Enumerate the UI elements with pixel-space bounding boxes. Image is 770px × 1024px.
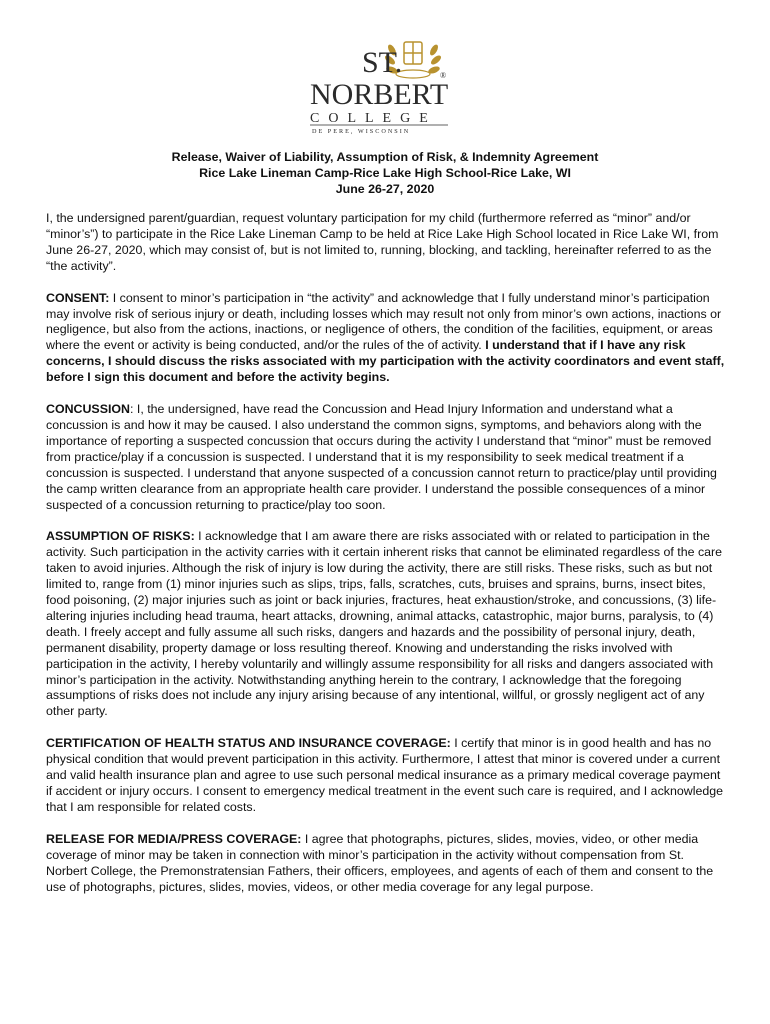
- logo-st-text: ST.: [362, 46, 403, 79]
- document-subtitle: Rice Lake Lineman Camp-Rice Lake High School-Rice Lake, WI: [199, 166, 571, 180]
- registered-mark-text: ®: [440, 71, 447, 80]
- certification-text: I certify that minor is in good health and has no physical condition that would prevent participation in this activity. Furthermore, I attest that minor is covered under a current and valid health insurance plan and agree to use such personal medical insurance as a primary medical coverage payment if accident or injury occurs. I consent to emergency medical treatment in the event such care is required, and I acknowledge that I am responsible for related costs.: [46, 736, 724, 814]
- consent-label: CONSENT:: [46, 290, 110, 305]
- assumption-label: ASSUMPTION OF RISKS:: [46, 529, 195, 544]
- college-logo-graphic: [300, 36, 460, 136]
- document-body: [46, 211, 728, 911]
- assumption-text: I acknowledge that I am aware there are risks associated with or related to participation in the activity. Such participation in the activity carries with it certain inherent risks that cannot be eliminated regardless of the care taken to avoid injuries. Although the risk of injury is low during the activity, there are still risks. These risks, such as but not limited to, range from (1) minor injuries such as slips, trips, falls, scratches, cuts, bruises and sprains, burns, insect bites, food poisoning, (2) major injuries such as joint or back injuries, fractures, heat exhaustion/stroke, and concussions, (3) life-altering injuries including head trauma, heart attacks, drowning, animal attacks, catastrophic, major burns, paralysis, to (4) death. I freely accept and fully assume all such risks, dangers and hazards and the possibility of personal injury, death, permanent disability, property damage or loss resulting thereof. Knowing and understanding the risks involved with participation in the activity, I hereby voluntarily and willingly assume responsibility for all risks and dangers associated with minor’s participation in the activity. Notwithstanding anything herein to the contrary, I acknowledge that the foregoing assumptions of risks does not include any injury arising because of any intentional, willful, or grossly negligent act of any other party.: [46, 529, 723, 719]
- college-logo: [300, 36, 460, 136]
- certification-paragraph: [46, 736, 728, 816]
- concussion-paragraph: [46, 402, 728, 513]
- consent-bold-text: I understand that if I have any risk concerns, I should discuss the risks associated with my participation with the activity coordinators and event staff, before I sign this document and before the activity begins.: [46, 338, 725, 385]
- consent-paragraph: [46, 291, 728, 386]
- media-label: RELEASE FOR MEDIA/PRESS COVERAGE:: [46, 831, 302, 846]
- consent-text: I consent to minor’s participation in “the activity” and acknowledge that I fully understand minor’s participation may involve risk of serious injury or death, including losses which may result not only from minor’s own actions, inactions or negligence, but also from the actions, inactions, or negligence of others, the condition of the facilities, equipment, or areas where the event or activity is being conducted, and/or the rules of the of activity.: [46, 290, 722, 353]
- logo-location-text: DE PERE, WISCONSIN: [312, 128, 411, 135]
- concussion-label: CONCUSSION: [46, 402, 130, 417]
- document-date: June 26-27, 2020: [335, 182, 435, 196]
- media-text: I agree that photographs, pictures, slides, movies, video, or other media coverage of minor may be taken in connection with minor’s participation in the activity without compensation from St. Norbert College, the Premonstratensian Fathers, their officers, employees, and agents of each of them and consent to the use of photographs, pictures, slides, movies, videos, or other media coverage for any legal purpose.: [46, 831, 714, 894]
- concussion-text: : I, the undersigned, have read the Concussion and Head Injury Information and understand what a concussion is and how it may be caused. I also understand the common signs, symptoms, and behaviors along with the importance of reporting a suspected concussion that occurs during the activity I understand that “minor” must be removed from practice/play if a concussion is suspected. I understand that it is my responsibility to seek medical treatment if a concussion is suspected. I understand that anyone suspected of a concussion cannot return to practice/play until providing the camp written clearance from an appropriate health care provider. I understand the possible consequences of a minor suspected of a concussion returning to practice/play too soon.: [46, 402, 717, 512]
- intro-paragraph: [46, 211, 728, 275]
- document-heading: [40, 149, 730, 197]
- certification-label: CERTIFICATION OF HEALTH STATUS AND INSURANCE COVERAGE:: [46, 736, 451, 751]
- document-title: Release, Waiver of Liability, Assumption of Risk, & Indemnity Agreement: [171, 150, 599, 164]
- assumption-paragraph: [46, 529, 728, 720]
- intro-text: I, the undersigned parent/guardian, request voluntary participation for my child (furthermore referred as “minor” and/or “minor’s”) to participate in the Rice Lake Lineman Camp to be held at Rice Lake High School located in Rice Lake WI, from June 26-27, 2020, which may consist of, but is not limited to, running, blocking, and tackling, hereinafter referred to as the “the activity”.: [46, 211, 719, 273]
- logo-norbert-text: NORBERT: [310, 78, 449, 111]
- logo-college-text: COLLEGE: [310, 111, 437, 126]
- media-paragraph: [46, 832, 728, 896]
